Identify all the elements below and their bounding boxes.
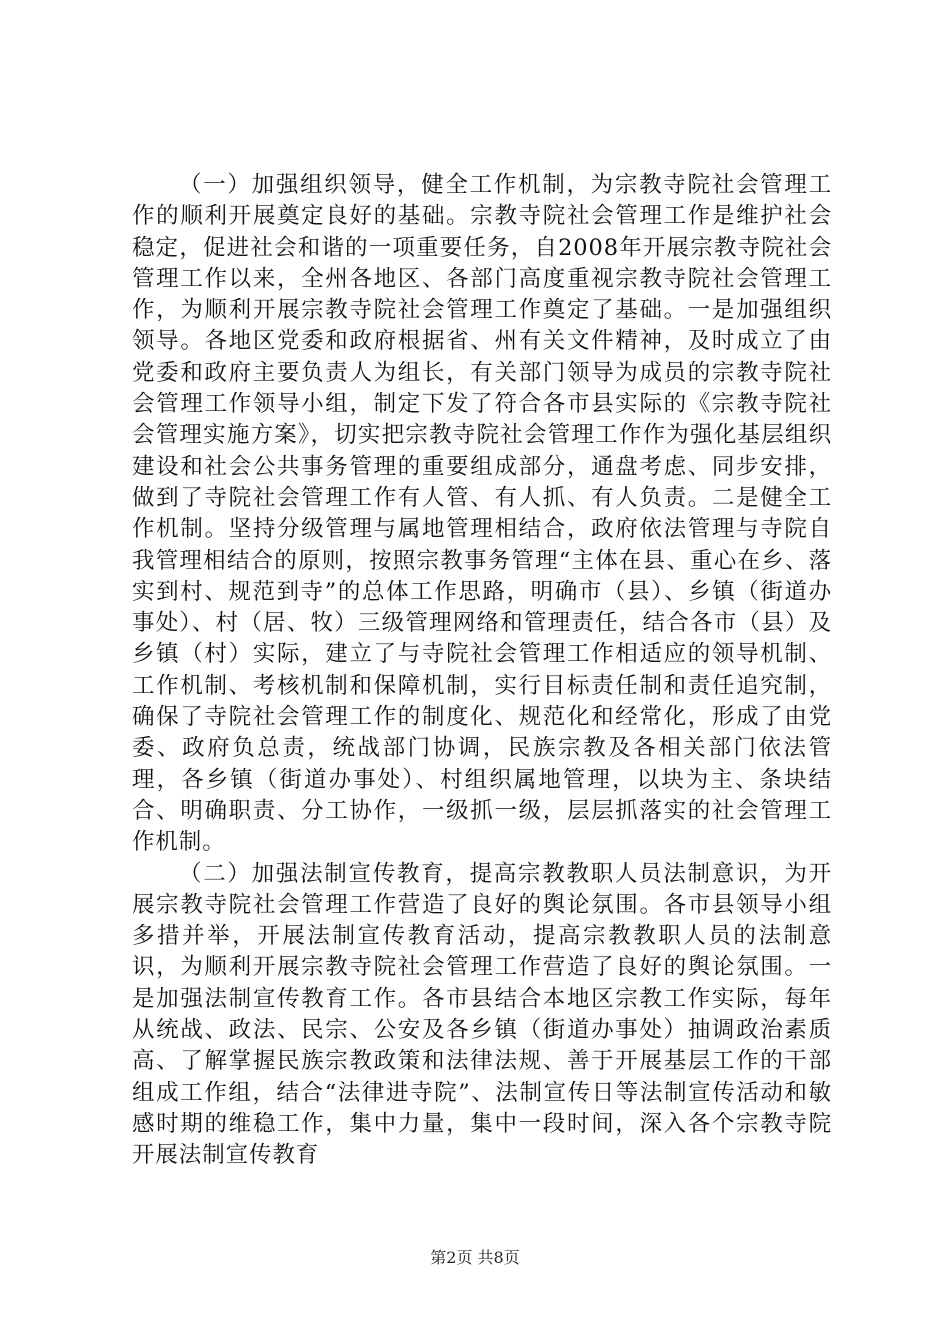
paragraph-2: （二）加强法制宣传教育，提高宗教教职人员法制意识，为开展宗教寺院社会管理工作营造了良好的舆论氛围。各市县领导小组多措并举，开展法制宣传教育活动，提高宗教教职人员的法制意识，为顺利开展宗教寺院社会管理工作营造了良好的舆论氛围。一是加强法制宣传教育工作。各市县结合本地区宗教工作实际，每年从统战、政法、民宗、公安及各乡镇（街道办事处）抽调政治素质高、了解掌握民族宗教政策和法律法规、善于开展基层工作的干部组成工作组，结合“法律进寺院”、法制宣传日等法制宣传活动和敏感时期的维稳工作，集中力量，集中一段时间，深入各个宗教寺院开展法制宣传教育 bbox=[132, 860, 832, 1169]
paragraph-1: （一）加强组织领导，健全工作机制，为宗教寺院社会管理工作的顺利开展奠定良好的基础。宗教寺院社会管理工作是维护社会稳定，促进社会和谐的一项重要任务，自2008年开展宗教寺院社会管理工作以来，全州各地区、各部门高度重视宗教寺院社会管理工作，为顺利开展宗教寺院社会管理工作奠定了基础。一是加强组织领导。各地区党委和政府根据省、州有关文件精神，及时成立了由党委和政府主要负责人为组长，有关部门领导为成员的宗教寺院社会管理工作领导小组，制定下发了符合各市县实际的《宗教寺院社会管理实施方案》，切实把宗教寺院社会管理工作作为强化基层组织建设和社会公共事务管理的重要组成部分，通盘考虑、同步安排，做到了寺院社会管理工作有人管、有人抓、有人负责。二是健全工作机制。坚持分级管理与属地管理相结合，政府依法管理与寺院自我管理相结合的原则，按照宗教事务管理“主体在县、重心在乡、落实到村、规范到寺”的总体工作思路，明确市（县）、乡镇（街道办事处）、村（居、牧）三级管理网络和管理责任，结合各市（县）及乡镇（村）实际，建立了与寺院社会管理工作相适应的领导机制、工作机制、考核机制和保障机制，实行目标责任制和责任追究制，确保了寺院社会管理工作的制度化、规范化和经常化，形成了由党委、政府负总责，统战部门协调，民族宗教及各相关部门依法管理，各乡镇（街道办事处）、村组织属地管理，以块为主、条块结合、明确职责、分工协作，一级抓一级，层层抓落实的社会管理工作机制。 bbox=[132, 172, 832, 856]
page-number-footer: 第2页 共8页 bbox=[430, 1248, 520, 1267]
document-body bbox=[132, 170, 832, 1172]
